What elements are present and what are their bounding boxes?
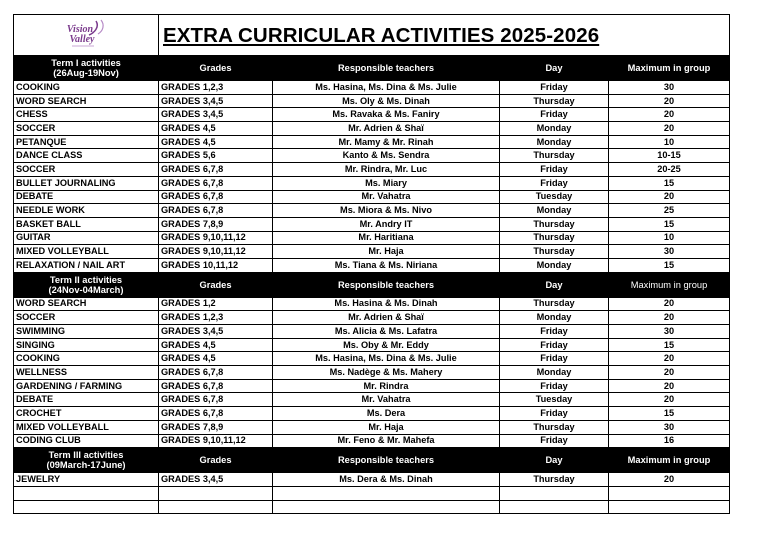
grades-cell: GRADES 7,8,9: [159, 217, 273, 231]
table-row: [14, 258, 730, 272]
activity-cell: WORD SEARCH: [14, 297, 159, 311]
term-name: Term I activities: [51, 58, 121, 68]
grades-cell: GRADES 7,8,9: [159, 420, 273, 434]
day-cell: Friday: [500, 163, 609, 177]
table-row: [14, 311, 730, 325]
activity-cell: CHESS: [14, 108, 159, 122]
activity-cell: MIXED VOLLEYBALL: [14, 245, 159, 259]
teachers-cell: Ms. Oby & Mr. Eddy: [273, 338, 500, 352]
max-group-header: Maximum in group: [609, 272, 730, 297]
grades-cell: GRADES 3,4,5: [159, 325, 273, 339]
grades-cell: GRADES 6,7,8: [159, 393, 273, 407]
activity-cell: JEWELRY: [14, 473, 159, 487]
teachers-cell: Mr. Haja: [273, 245, 500, 259]
table-row: [14, 135, 730, 149]
teachers-cell: Ms. Miary: [273, 176, 500, 190]
max-group-cell: 30: [609, 245, 730, 259]
grades-cell: [159, 486, 273, 500]
grades-cell: GRADES 3,4,5: [159, 94, 273, 108]
max-group-cell: 20: [609, 297, 730, 311]
max-group-cell: [609, 486, 730, 500]
teachers-cell: [273, 500, 500, 514]
day-cell: Monday: [500, 204, 609, 218]
table-row: [14, 163, 730, 177]
teachers-cell: Mr. Adrien & Shaï: [273, 311, 500, 325]
grades-cell: GRADES 10,11,12: [159, 258, 273, 272]
activity-cell: GARDENING / FARMING: [14, 379, 159, 393]
max-group-cell: 20: [609, 122, 730, 136]
max-group-header: Maximum in group: [609, 56, 730, 81]
grades-header: Grades: [159, 272, 273, 297]
teachers-cell: Mr. Vahatra: [273, 190, 500, 204]
max-group-cell: 10: [609, 135, 730, 149]
day-cell: Friday: [500, 176, 609, 190]
max-group-cell: 20: [609, 352, 730, 366]
teachers-cell: Ms. Hasina, Ms. Dina & Ms. Julie: [273, 81, 500, 95]
max-group-cell: 15: [609, 217, 730, 231]
table-row: [14, 393, 730, 407]
day-cell: Friday: [500, 352, 609, 366]
day-cell: Friday: [500, 325, 609, 339]
table-row: [14, 325, 730, 339]
max-group-header: Maximum in group: [609, 448, 730, 473]
grades-cell: GRADES 1,2: [159, 297, 273, 311]
max-group-cell: 15: [609, 258, 730, 272]
teachers-cell: Mr. Adrien & Shaï: [273, 122, 500, 136]
grades-cell: GRADES 3,4,5: [159, 108, 273, 122]
teachers-cell: Ms. Hasina, Ms. Dina & Ms. Julie: [273, 352, 500, 366]
activity-cell: SWIMMING: [14, 325, 159, 339]
grades-cell: GRADES 1,2,3: [159, 311, 273, 325]
activity-cell: BASKET BALL: [14, 217, 159, 231]
day-header: Day: [500, 56, 609, 81]
max-group-cell: 15: [609, 407, 730, 421]
day-cell: Monday: [500, 311, 609, 325]
day-cell: Monday: [500, 366, 609, 380]
grades-cell: GRADES 9,10,11,12: [159, 245, 273, 259]
activities-sheet: [13, 14, 729, 514]
day-cell: Monday: [500, 122, 609, 136]
vision-valley-logo-icon: [56, 17, 116, 51]
teachers-cell: Ms. Miora & Ms. Nivo: [273, 204, 500, 218]
max-group-cell: 30: [609, 81, 730, 95]
max-group-cell: 20: [609, 108, 730, 122]
teachers-header: Responsible teachers: [273, 56, 500, 81]
max-group-cell: 10: [609, 231, 730, 245]
teachers-cell: Mr. Rindra, Mr. Luc: [273, 163, 500, 177]
max-group-cell: 20: [609, 379, 730, 393]
day-cell: Thursday: [500, 297, 609, 311]
max-group-cell: 20: [609, 366, 730, 380]
activity-cell: COOKING: [14, 81, 159, 95]
teachers-cell: Ms. Dera & Ms. Dinah: [273, 473, 500, 487]
day-cell: Thursday: [500, 245, 609, 259]
table-row: [14, 217, 730, 231]
table-row: [14, 245, 730, 259]
table-row: [14, 149, 730, 163]
activity-cell: SOCCER: [14, 311, 159, 325]
day-cell: Tuesday: [500, 190, 609, 204]
activity-cell: DEBATE: [14, 190, 159, 204]
day-cell: Friday: [500, 434, 609, 448]
teachers-cell: Mr. Vahatra: [273, 393, 500, 407]
table-row: [14, 231, 730, 245]
term-header-row: [14, 448, 730, 473]
teachers-cell: Ms. Ravaka & Ms. Faniry: [273, 108, 500, 122]
max-group-cell: [609, 500, 730, 514]
logo-text-line2: Valley: [69, 33, 95, 45]
term-dates: (26Aug-19Nov): [53, 68, 119, 78]
max-group-cell: 20: [609, 393, 730, 407]
activity-cell: PETANQUE: [14, 135, 159, 149]
grades-cell: GRADES 4,5: [159, 352, 273, 366]
activity-cell: SOCCER: [14, 163, 159, 177]
activity-cell: [14, 486, 159, 500]
grades-cell: GRADES 6,7,8: [159, 407, 273, 421]
table-row: [14, 352, 730, 366]
activity-cell: SINGING: [14, 338, 159, 352]
day-cell: Friday: [500, 379, 609, 393]
grades-cell: [159, 500, 273, 514]
activity-cell: CODING CLUB: [14, 434, 159, 448]
teachers-cell: Ms. Oly & Ms. Dinah: [273, 94, 500, 108]
max-group-cell: 20-25: [609, 163, 730, 177]
teachers-cell: Mr. Andry IT: [273, 217, 500, 231]
teachers-header: Responsible teachers: [273, 272, 500, 297]
activities-table: [13, 14, 730, 514]
activity-cell: SOCCER: [14, 122, 159, 136]
day-cell: Thursday: [500, 473, 609, 487]
grades-cell: GRADES 4,5: [159, 122, 273, 136]
table-row: [14, 81, 730, 95]
term-dates: (09March-17June): [46, 460, 126, 471]
grades-cell: GRADES 1,2,3: [159, 81, 273, 95]
table-row: [14, 420, 730, 434]
day-cell: Tuesday: [500, 393, 609, 407]
table-row: [14, 379, 730, 393]
max-group-cell: 20: [609, 190, 730, 204]
teachers-cell: Ms. Dera: [273, 407, 500, 421]
table-row: [14, 338, 730, 352]
max-group-cell: 25: [609, 204, 730, 218]
school-logo: [14, 15, 159, 56]
max-group-cell: 15: [609, 338, 730, 352]
teachers-cell: Ms. Tiana & Ms. Niriana: [273, 258, 500, 272]
teachers-header: Responsible teachers: [273, 448, 500, 473]
grades-cell: GRADES 3,4,5: [159, 473, 273, 487]
max-group-cell: 10-15: [609, 149, 730, 163]
day-cell: Friday: [500, 407, 609, 421]
table-row: [14, 473, 730, 487]
day-cell: Friday: [500, 338, 609, 352]
term-header-row: [14, 56, 730, 81]
max-group-cell: 20: [609, 473, 730, 487]
teachers-cell: [273, 486, 500, 500]
term-dates: (24Nov-04March): [48, 284, 124, 295]
activity-cell: WORD SEARCH: [14, 94, 159, 108]
grades-cell: GRADES 9,10,11,12: [159, 231, 273, 245]
table-row: [14, 108, 730, 122]
term-label: [14, 56, 159, 81]
day-header: Day: [500, 272, 609, 297]
teachers-cell: Mr. Feno & Mr. Mahefa: [273, 434, 500, 448]
teachers-cell: Mr. Rindra: [273, 379, 500, 393]
day-cell: Thursday: [500, 420, 609, 434]
teachers-cell: Ms. Alicia & Ms. Lafatra: [273, 325, 500, 339]
grades-cell: GRADES 6,7,8: [159, 366, 273, 380]
grades-cell: GRADES 5,6: [159, 149, 273, 163]
activity-cell: WELLNESS: [14, 366, 159, 380]
page-title: EXTRA CURRICULAR ACTIVITIES 2025-2026: [159, 15, 730, 56]
activity-cell: DANCE CLASS: [14, 149, 159, 163]
day-cell: Thursday: [500, 94, 609, 108]
grades-cell: GRADES 4,5: [159, 135, 273, 149]
activity-cell: NEEDLE WORK: [14, 204, 159, 218]
grades-cell: GRADES 6,7,8: [159, 379, 273, 393]
teachers-cell: Mr. Haritiana: [273, 231, 500, 245]
table-row: [14, 94, 730, 108]
term-name: Term II activities: [49, 274, 123, 285]
teachers-cell: Mr. Mamy & Mr. Rinah: [273, 135, 500, 149]
grades-cell: GRADES 9,10,11,12: [159, 434, 273, 448]
day-cell: Thursday: [500, 149, 609, 163]
grades-cell: GRADES 6,7,8: [159, 163, 273, 177]
activity-cell: BULLET JOURNALING: [14, 176, 159, 190]
teachers-cell: Ms. Nadège & Ms. Mahery: [273, 366, 500, 380]
term-header-row: [14, 272, 730, 297]
activity-cell: MIXED VOLLEYBALL: [14, 420, 159, 434]
day-cell: Monday: [500, 258, 609, 272]
table-row: [14, 190, 730, 204]
teachers-cell: Mr. Haja: [273, 420, 500, 434]
table-row: [14, 407, 730, 421]
table-row: [14, 204, 730, 218]
table-row: [14, 176, 730, 190]
logo-text-line1: Vision: [66, 23, 94, 35]
table-row: [14, 297, 730, 311]
max-group-cell: 30: [609, 325, 730, 339]
max-group-cell: 15: [609, 176, 730, 190]
grades-cell: GRADES 6,7,8: [159, 204, 273, 218]
day-cell: [500, 486, 609, 500]
grades-header: Grades: [159, 56, 273, 81]
activity-cell: DEBATE: [14, 393, 159, 407]
activity-cell: CROCHET: [14, 407, 159, 421]
day-cell: Thursday: [500, 231, 609, 245]
teachers-cell: Ms. Hasina & Ms. Dinah: [273, 297, 500, 311]
grades-cell: GRADES 4,5: [159, 338, 273, 352]
grades-header: Grades: [159, 448, 273, 473]
day-cell: [500, 500, 609, 514]
day-cell: Monday: [500, 135, 609, 149]
max-group-cell: 20: [609, 94, 730, 108]
grades-cell: GRADES 6,7,8: [159, 176, 273, 190]
table-row: [14, 486, 730, 500]
activity-cell: GUITAR: [14, 231, 159, 245]
title-row: [14, 15, 730, 56]
table-row: [14, 434, 730, 448]
term-label: [14, 272, 159, 297]
day-cell: Thursday: [500, 217, 609, 231]
max-group-cell: 16: [609, 434, 730, 448]
activity-cell: RELAXATION / NAIL ART: [14, 258, 159, 272]
activity-cell: [14, 500, 159, 514]
activity-cell: COOKING: [14, 352, 159, 366]
term-name: Term III activities: [48, 450, 124, 461]
max-group-cell: 20: [609, 311, 730, 325]
term-label: [14, 448, 159, 473]
day-header: Day: [500, 448, 609, 473]
table-row: [14, 366, 730, 380]
day-cell: Friday: [500, 108, 609, 122]
day-cell: Friday: [500, 81, 609, 95]
table-row: [14, 122, 730, 136]
table-row: [14, 500, 730, 514]
max-group-cell: 30: [609, 420, 730, 434]
grades-cell: GRADES 6,7,8: [159, 190, 273, 204]
teachers-cell: Kanto & Ms. Sendra: [273, 149, 500, 163]
